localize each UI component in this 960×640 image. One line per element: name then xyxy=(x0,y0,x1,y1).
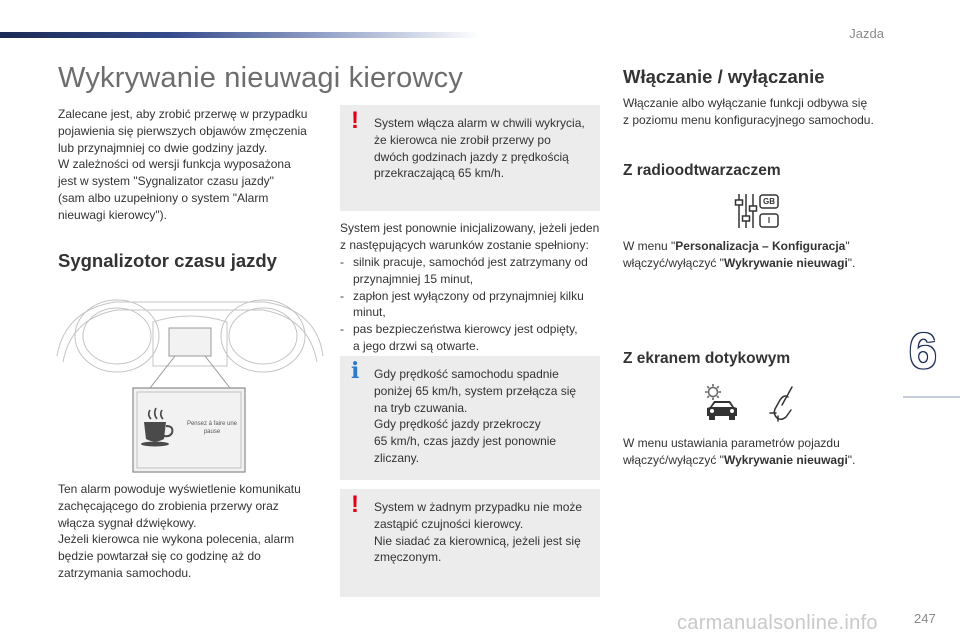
warning-icon: ! xyxy=(351,107,359,134)
watermark: carmanualsonline.info xyxy=(677,612,878,634)
chapter-number: 6 xyxy=(909,323,937,379)
reset-conditions-list xyxy=(340,254,604,355)
list-item: - zapłon jest wyłączony od przynajmniej kilku minut, xyxy=(340,288,604,322)
radio-menu-name: Personalizacja – Konfiguracja xyxy=(675,239,846,253)
chapter-title: Jazda xyxy=(849,26,884,41)
warning-text-vigilance: System w żadnym przypadku nie może zastąpić czujności kierowcy. Nie siadać za kierownicą, jeżeli jest się zmęczonym. xyxy=(374,500,583,565)
radio-mid: " włączyć/wyłączyć " xyxy=(623,239,850,270)
touch-function-name: Wykrywanie nieuwagi xyxy=(723,452,848,467)
page-title: Wykrywanie nieuwagi kierowcy xyxy=(58,62,464,94)
warning-box-alarm xyxy=(340,105,600,211)
section-title-driving-time: Sygnalizotor czasu jazdy xyxy=(58,250,277,271)
chapter-tab-line xyxy=(903,396,960,398)
radio-instructions xyxy=(623,238,898,272)
chapter-tab xyxy=(903,323,960,396)
radio-pre: W menu " xyxy=(623,239,676,253)
section-title-touchscreen: Z ekranem dotykowym xyxy=(623,350,791,367)
reset-intro: System jest ponownie inicjalizowany, jeżeli jeden z następujących warunków zostanie spełniony: xyxy=(340,221,600,252)
touch-pre: W menu ustawiania parametrów pojazdu włączyć/wyłączyć " xyxy=(623,436,840,467)
settings-sliders-icon xyxy=(733,192,781,230)
list-item: - pas bezpieczeństwa kierowcy jest odpięty, a jego drzwi są otwarte. xyxy=(340,321,604,355)
display-message: Pensez à faire une pause xyxy=(186,421,238,435)
list-item: - silnik pracuje, samochód jest zatrzymany od przynajmniej 15 minut, xyxy=(340,254,604,288)
section-title-radio: Z radioodtwarzaczem xyxy=(623,162,781,179)
touch-hand-icon xyxy=(764,383,804,423)
i-badge: I xyxy=(767,216,771,225)
warning-box-vigilance xyxy=(340,489,600,597)
touch-instructions xyxy=(623,435,898,469)
info-text-speed: Gdy prędkość samochodu spadnie poniżej 65 km/h, system przełącza się na tryb czuwania. Gdy prędkość jazdy przekroczy 65 km/h, czas jazdy jest ponownie zliczany. xyxy=(374,367,577,465)
header-bar xyxy=(0,32,480,38)
car-settings-icon xyxy=(704,383,740,423)
instrument-cluster-drawing xyxy=(55,292,325,474)
info-icon: i xyxy=(351,358,360,384)
gb-badge: GB xyxy=(763,197,775,206)
warning-text-alarm: System włącza alarm w chwili wykrycia, że kierowca nie zrobił przerwy po dwóch godzinach jazdy z prędkością przekraczającą 65 km/h. xyxy=(374,116,585,181)
section-title-toggle: Włączanie / wyłączanie xyxy=(623,66,825,87)
radio-post: ". xyxy=(847,255,856,270)
warning-icon: ! xyxy=(351,491,359,518)
toggle-intro: Włączanie albo wyłączanie funkcji odbywa się z poziomu menu konfiguracyjnego samochodu. xyxy=(623,96,874,127)
page-number: 247 xyxy=(914,611,936,626)
info-box-speed xyxy=(340,356,600,480)
radio-function-name: Wykrywanie nieuwagi xyxy=(723,255,848,270)
alarm-description: Ten alarm powoduje wyświetlenie komunikatu zachęcającego do zrobienia przerwy oraz włącza sygnał dźwiękowy. Jeżeli kierowca nie wykona polecenia, alarm będzie powtarzał się co godzinę aż do zatrzymania samochodu. xyxy=(58,482,301,580)
dashboard-illustration xyxy=(55,292,325,474)
intro-text: Zalecane jest, aby zrobić przerwę w przypadku pojawienia się pierwszych objawów zmęczenia lub przynajmniej co dwie godziny jazdy. W zależności od wersji funkcja wyposażona jest w system "Sygnalizator czasu jazdy" (sam albo uzupełniony o system "Alarm nieuwagi kierowcy"). xyxy=(58,107,308,222)
touch-post: ". xyxy=(847,452,856,467)
